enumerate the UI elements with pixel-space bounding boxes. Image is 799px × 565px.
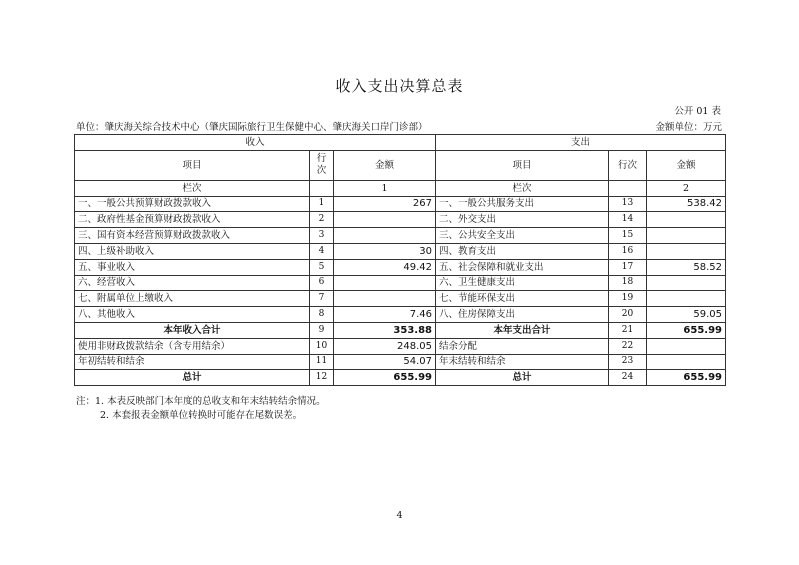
amount-unit: 金额单位：万元 (655, 122, 722, 133)
page-number: 4 (396, 510, 403, 521)
income-item: 使用非财政拨款结余（含专用结余） (75, 338, 310, 354)
expense-item: 总计 (436, 370, 609, 386)
expense-header: 支出 (436, 135, 726, 151)
expense-amount (647, 354, 726, 370)
table-row (75, 212, 726, 228)
income-item: 年初结转和结余 (75, 354, 310, 370)
column-header-row (75, 150, 726, 180)
income-amount: 49.42 (334, 259, 436, 275)
expense-item: 四、教育支出 (436, 243, 609, 259)
expense-row-number: 14 (609, 212, 647, 228)
income-amount-header: 金额 (334, 150, 436, 180)
notes (76, 395, 326, 423)
income-item: 总计 (75, 370, 310, 386)
column-label-row (75, 180, 726, 196)
income-item: 四、上级补助收入 (75, 243, 310, 259)
income-col-label: 栏次 (75, 180, 310, 196)
expense-row-number: 20 (609, 307, 647, 323)
note-1: 注：1. 本表反映部门本年度的总收支和年末结转结余情况。 (76, 396, 326, 407)
income-amount: 30 (334, 243, 436, 259)
budget-table (74, 134, 726, 386)
expense-amount: 58.52 (647, 259, 726, 275)
expense-amount (647, 212, 726, 228)
table-row (75, 228, 726, 244)
expense-row-number: 18 (609, 275, 647, 291)
table-row (75, 259, 726, 275)
expense-item: 结余分配 (436, 338, 609, 354)
page-title: 收入支出决算总表 (335, 77, 464, 95)
income-amount: 54.07 (334, 354, 436, 370)
expense-item: 八、住房保障支出 (436, 307, 609, 323)
income-row-number: 5 (310, 259, 334, 275)
table-row (75, 307, 726, 323)
expense-item: 年末结转和结余 (436, 354, 609, 370)
income-row-number: 11 (310, 354, 334, 370)
expense-row-number: 16 (609, 243, 647, 259)
expense-row-number: 15 (609, 228, 647, 244)
expense-amount (647, 228, 726, 244)
expense-amount (647, 275, 726, 291)
form-number: 公开 01 表 (674, 106, 721, 117)
income-amount (334, 275, 436, 291)
income-header: 收入 (75, 135, 436, 151)
table-row (75, 243, 726, 259)
income-row-number: 8 (310, 307, 334, 323)
income-item: 本年收入合计 (75, 322, 310, 338)
expense-amount (647, 243, 726, 259)
expense-item: 五、社会保障和就业支出 (436, 259, 609, 275)
income-row-number: 1 (310, 196, 334, 212)
section-header-row (75, 135, 726, 151)
table-row (75, 338, 726, 354)
expense-row-number: 19 (609, 291, 647, 307)
income-amount: 7.46 (334, 307, 436, 323)
income-amount (334, 212, 436, 228)
income-item: 一、一般公共预算财政拨款收入 (75, 196, 310, 212)
income-item: 二、政府性基金预算财政拨款收入 (75, 212, 310, 228)
expense-amount: 655.99 (647, 370, 726, 386)
table-row (75, 354, 726, 370)
table-row (75, 291, 726, 307)
income-row-number: 12 (310, 370, 334, 386)
income-col-label-blank (310, 180, 334, 196)
table-row (75, 275, 726, 291)
income-item: 三、国有资本经营预算财政拨款收入 (75, 228, 310, 244)
table-row (75, 370, 726, 386)
expense-row-number: 13 (609, 196, 647, 212)
income-item-header: 项目 (75, 150, 310, 180)
expense-amount: 59.05 (647, 307, 726, 323)
income-amount: 353.88 (334, 322, 436, 338)
expense-amount-header: 金额 (647, 150, 726, 180)
expense-row-number: 23 (609, 354, 647, 370)
income-row-number: 4 (310, 243, 334, 259)
income-row-number: 6 (310, 275, 334, 291)
unit-name: 单位：肇庆海关综合技术中心（肇庆国际旅行卫生保健中心、肇庆海关口岸门诊部） (76, 122, 428, 133)
expense-col-number: 2 (647, 180, 726, 196)
table-row (75, 322, 726, 338)
expense-amount: 538.42 (647, 196, 726, 212)
expense-amount: 655.99 (647, 322, 726, 338)
expense-amount (647, 338, 726, 354)
expense-row-number: 17 (609, 259, 647, 275)
expense-row-number: 24 (609, 370, 647, 386)
expense-item: 二、外交支出 (436, 212, 609, 228)
income-amount (334, 291, 436, 307)
expense-col-label-blank (609, 180, 647, 196)
income-row-number: 10 (310, 338, 334, 354)
table-row (75, 196, 726, 212)
expense-row-number: 22 (609, 338, 647, 354)
income-item: 五、事业收入 (75, 259, 310, 275)
expense-item: 三、公共安全支出 (436, 228, 609, 244)
income-row-number: 2 (310, 212, 334, 228)
income-amount (334, 228, 436, 244)
note-2: 2. 本套报表金额单位转换时可能存在尾数误差。 (100, 410, 303, 421)
expense-item: 一、一般公共服务支出 (436, 196, 609, 212)
unit-line (76, 119, 722, 133)
income-amount: 248.05 (334, 338, 436, 354)
expense-row-number: 21 (609, 322, 647, 338)
expense-item: 七、节能环保支出 (436, 291, 609, 307)
income-rowno-header: 行 次 (310, 150, 334, 180)
expense-item: 六、卫生健康支出 (436, 275, 609, 291)
income-row-number: 7 (310, 291, 334, 307)
income-amount: 655.99 (334, 370, 436, 386)
income-row-number: 9 (310, 322, 334, 338)
income-item: 八、其他收入 (75, 307, 310, 323)
expense-col-label: 栏次 (436, 180, 609, 196)
expense-amount (647, 291, 726, 307)
expense-rowno-header: 行次 (609, 150, 647, 180)
income-item: 七、附属单位上缴收入 (75, 291, 310, 307)
income-amount: 267 (334, 196, 436, 212)
expense-item-header: 项目 (436, 150, 609, 180)
income-row-number: 3 (310, 228, 334, 244)
income-col-number: 1 (334, 180, 436, 196)
income-item: 六、经营收入 (75, 275, 310, 291)
expense-item: 本年支出合计 (436, 322, 609, 338)
